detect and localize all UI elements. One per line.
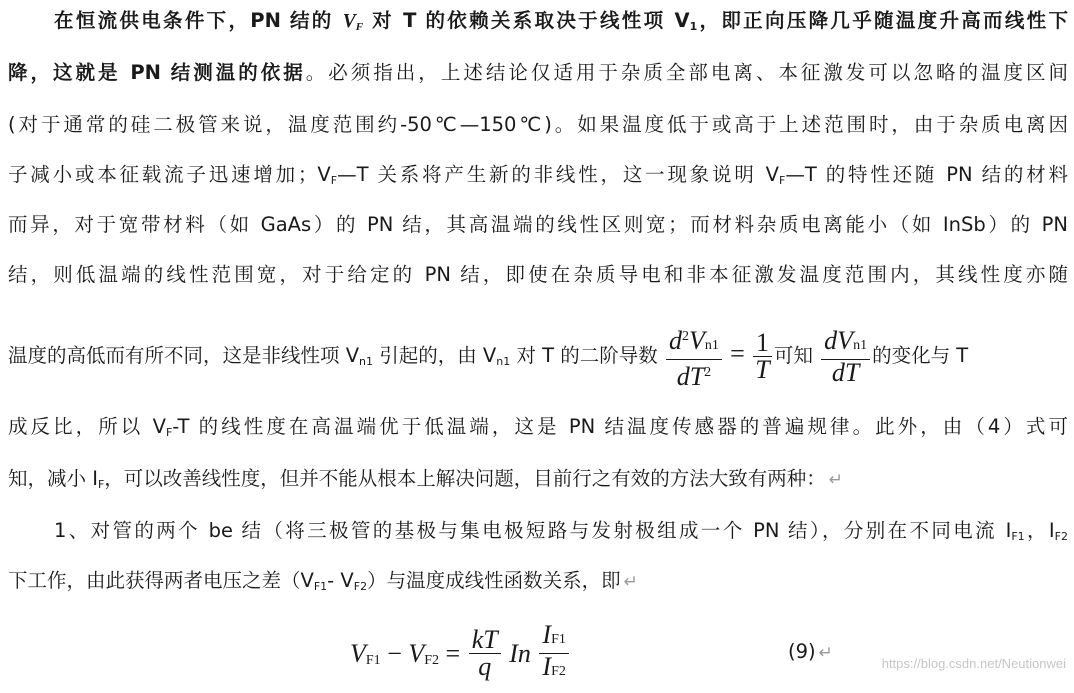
paragraph-1-line-4 xyxy=(8,160,1068,190)
body-text: 下工作，由此获得两者电压之差（V xyxy=(8,569,314,592)
math-v: V xyxy=(350,638,366,668)
equation-number xyxy=(788,640,833,663)
math-one: 1 xyxy=(753,330,772,357)
math-ln: In xyxy=(509,638,531,668)
body-text: ）与温度成线性函数关系，即 xyxy=(367,569,621,592)
paragraph-1-line-9 xyxy=(8,464,1068,494)
paragraph-1-line-1 xyxy=(54,6,1068,36)
body-text: 可知 xyxy=(773,344,813,367)
body-text: 引起的，由 V xyxy=(373,344,497,367)
math-dv: dV xyxy=(824,325,854,355)
paragraph-1-line-6 xyxy=(8,260,1068,290)
paragraph-1-line-7 xyxy=(8,322,1068,391)
symbol-vf: V xyxy=(342,11,356,32)
second-derivative-fraction xyxy=(666,324,722,390)
body-text: 成反比，所以 V xyxy=(8,415,166,438)
body-text: 结，则低温端的线性范围宽，对于给定的 PN 结，即使在杂质导电和非本征激发温度范围内，其线性度亦随 xyxy=(8,263,1068,286)
body-text: 。必须指出，上述结论仅适用于杂质全部电离、本征激发可以忽略的温度区间 xyxy=(305,61,1068,84)
math-subscript: F2 xyxy=(551,664,566,679)
math-equals: = xyxy=(730,339,745,368)
body-text: 知，减小 I xyxy=(8,467,98,490)
body-text: —T 关系将产生新的非线性，这一现象说明 V xyxy=(337,163,779,186)
math-i: I xyxy=(542,620,552,649)
subscript: F xyxy=(165,426,173,439)
subscript: n1 xyxy=(496,355,511,368)
math-subscript: n1 xyxy=(704,337,719,353)
paragraph-mark-icon: ↵ xyxy=(623,572,638,592)
reciprocal-t-fraction xyxy=(753,330,772,383)
math-superscript: 2 xyxy=(704,364,712,380)
body-text: 对 T 的二阶导数 xyxy=(510,344,658,367)
math-subscript: F2 xyxy=(424,652,440,668)
math-subscript: F1 xyxy=(365,652,381,668)
first-derivative-fraction xyxy=(821,325,870,387)
math-d: d xyxy=(668,325,682,355)
subscript: n1 xyxy=(359,355,374,368)
math-subscript: n1 xyxy=(853,337,868,353)
body-text: ，可以改善线性度，但并不能从根本上解决问题，目前行之有效的方法大致有两种： xyxy=(104,467,826,490)
equation-number-text: (9) xyxy=(788,640,816,663)
math-subscript: F1 xyxy=(551,632,566,647)
watermark: https://blog.csdn.net/Neutionwei xyxy=(881,656,1066,671)
body-text: ，I xyxy=(1024,519,1055,542)
paragraph-2-line-1 xyxy=(54,516,1068,546)
bold-text: 降，这就是 PN 结测温的依据 xyxy=(8,61,306,84)
subscript: F2 xyxy=(353,580,368,593)
paragraph-mark-icon: ↵ xyxy=(818,643,833,663)
math-minus: − xyxy=(387,638,402,668)
math-kt: kT xyxy=(469,627,501,654)
subscript: F xyxy=(97,478,105,491)
kt-over-q-fraction xyxy=(469,627,501,680)
math-i: I xyxy=(542,652,552,681)
bold-text: ，即正向压降几乎随温度升高而线性下 xyxy=(697,9,1068,32)
body-text: 而异，对于宽带材料（如 GaAs）的 PN 结，其高温端的线性区则宽；而材料杂质电离能小（如 InSb）的 PN xyxy=(8,213,1068,236)
bold-text: 在恒流供电条件下，PN 结的 xyxy=(54,9,343,32)
paragraph-2-line-2 xyxy=(8,566,1068,596)
paragraph-1-line-2 xyxy=(8,58,1068,88)
subscript: F1 xyxy=(313,580,328,593)
paragraph-mark-icon: ↵ xyxy=(828,470,844,490)
math-dt: dT xyxy=(676,361,705,391)
math-q: q xyxy=(478,652,492,681)
paragraph-1-line-3 xyxy=(8,110,1068,140)
body-text: - V xyxy=(327,569,354,592)
math-equals: = xyxy=(445,638,461,668)
math-v: V xyxy=(408,638,425,668)
body-text: —T 的特性还随 PN 结的材料 xyxy=(785,163,1068,186)
paragraph-1-line-5 xyxy=(8,210,1068,240)
math-dt: dT xyxy=(831,357,860,387)
body-text: 的变化与 T xyxy=(872,344,969,367)
subscript: F xyxy=(778,174,786,187)
math-v: V xyxy=(688,325,705,355)
math-superscript: 2 xyxy=(681,328,689,344)
subscript: F xyxy=(355,21,364,33)
body-text: -T 的线性度在高温端优于低温端，这是 PN 结温度传感器的普遍规律。此外，由（4）式可 xyxy=(172,415,1068,438)
body-text: 子减小或本征载流子迅速增加；V xyxy=(8,163,331,186)
subscript: F2 xyxy=(1054,530,1068,543)
paragraph-1-line-8 xyxy=(8,412,1068,442)
current-ratio-fraction xyxy=(539,622,568,685)
subscript: F xyxy=(330,174,338,187)
subscript: F1 xyxy=(1011,530,1025,543)
math-t: T xyxy=(755,355,770,384)
bold-text: 对 T 的依赖关系取决于线性项 V xyxy=(363,9,690,32)
body-text: 温度的高低而有所不同，这是非线性项 V xyxy=(8,344,360,367)
subscript: 1 xyxy=(689,20,698,33)
equation-9 xyxy=(350,622,571,690)
body-text: (对于通常的硅二极管来说，温度范围约-50℃—150℃)。如果温度低于或高于上述范围时，由于杂质电离因 xyxy=(8,113,1068,136)
body-text: 1、对管的两个 be 结（将三极管的基极与集电极短路与发射极组成一个 PN 结），分别在不同电流 I xyxy=(54,519,1012,542)
